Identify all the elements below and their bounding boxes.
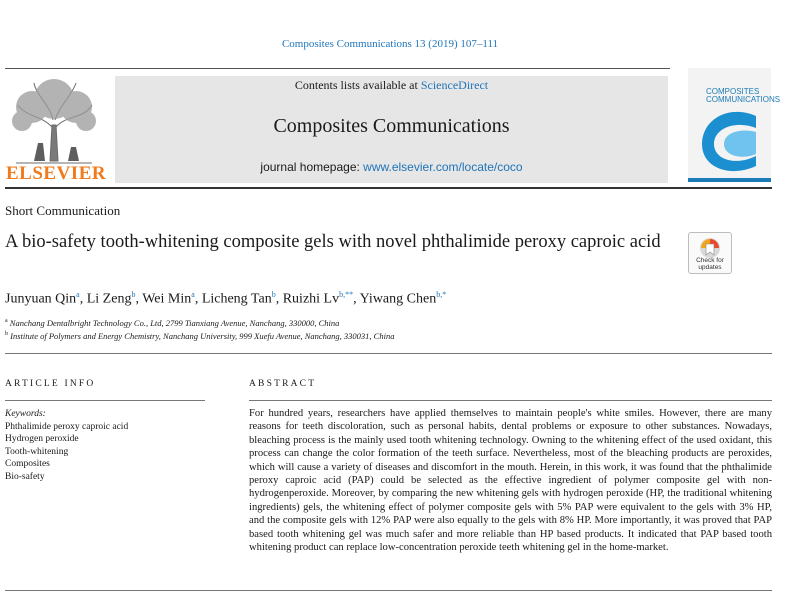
journal-cover[interactable] — [688, 68, 781, 182]
header-top-rule — [5, 68, 670, 69]
author-separator: , — [135, 291, 143, 307]
abstract-text: For hundred years, researchers have applied themselves to maintain people's white smiles. However, there are many reasons for teeth discoloration, such as personal habits, dental problems or exposure to other substances. Nowadays, bleaching process is the mainly used tooth whitening technology. Owning to the whitening effect of the used oxidant, this process can change the color formation of the teeth surface. Nevertheless, most of the bleaching products are peroxides, which will cause a variety of diseases and discomfort in the mouth. Herein, in this work, it was found that the phthalimide peroxy caproic acid (PAP) could be selected as the effective ingredient of polymer composite gel with non-hydrogenperoxide. Moreover, by comparing the new whitening gels with hydrogen peroxide (HP, the traditional whitening ingredients) gels, the whitening effect of polymer composite gels with 5% PAP were equivalent to the gels with 3% HP, and the composite gels with 12% PAP were also equally to the gels with 8% HP. More importantly, it was proved that PAP based tooth whitening gel was much safer and more reliable than HP based products. It indicated that PAP based tooth whitening product can replace low-concentration peroxide teeth whitening gel in the home-market. — [249, 408, 772, 554]
author-separator: , — [275, 291, 283, 307]
keywords-block — [5, 408, 205, 483]
header-bottom-rule — [5, 187, 772, 189]
abstract-rule — [249, 400, 772, 401]
keyword-item: Composites — [5, 459, 50, 469]
journal-title: Composites Communications — [273, 115, 510, 137]
homepage-line — [115, 160, 668, 174]
keyword-item: Hydrogen peroxide — [5, 434, 79, 444]
author-separator: , — [79, 291, 87, 307]
abstract-end-rule — [5, 590, 772, 591]
cover-title — [706, 88, 780, 104]
author-name[interactable]: Wei Min — [142, 291, 192, 307]
affiliation-b — [5, 331, 394, 341]
author-name[interactable]: Yiwang Chen — [359, 291, 437, 307]
author-name[interactable]: Junyuan Qin — [5, 291, 77, 307]
check-updates-label — [689, 257, 731, 271]
contents-prefix: Contents lists available at — [294, 78, 421, 92]
homepage-link[interactable]: www.elsevier.com/locate/coco — [363, 160, 523, 174]
affiliation-rule — [5, 353, 772, 354]
author-separator: , — [194, 291, 202, 307]
cover-art-icon — [688, 68, 771, 182]
keyword-item: Tooth-whitening — [5, 446, 69, 457]
contents-line — [115, 78, 668, 93]
author-separator: , — [353, 291, 360, 307]
abstract-heading: ABSTRACT — [249, 379, 317, 389]
author-affiliation-mark[interactable]: b — [271, 290, 276, 299]
sciencedirect-link[interactable]: ScienceDirect — [420, 78, 489, 92]
author-affiliation-mark[interactable]: b — [131, 290, 136, 299]
affiliation-a — [5, 318, 339, 328]
keyword-item: Phthalimide peroxy caproic acid — [5, 421, 129, 432]
author-affiliation-mark[interactable]: a — [191, 290, 195, 299]
article-info-heading: ARTICLE INFO — [5, 379, 96, 389]
author-affiliation-mark[interactable]: a — [76, 290, 80, 299]
article-type: Short Communication — [5, 203, 121, 218]
article-title: A bio-safety tooth-whitening composite gels with novel phthalimide peroxy caproic acid — [5, 232, 661, 252]
author-name[interactable]: Ruizhi Lv — [282, 291, 340, 307]
affiliation-text: Nanchang Dentalbright Technology Co., Ltd, 2799 Tianxiang Avenue, Nanchang, 330000, China — [9, 318, 340, 328]
affiliation-text: Institute of Polymers and Energy Chemistry, Nanchang University, 999 Xuefu Avenue, Nanchang, 330031, China — [10, 331, 395, 341]
check-updates-line-2: updates — [698, 264, 722, 271]
article-info-rule — [5, 400, 205, 401]
keywords-label: Keywords: — [5, 409, 46, 419]
author-list — [5, 290, 446, 308]
publisher-wordmark: ELSEVIER — [6, 163, 107, 184]
check-updates-line-1: Check for — [696, 257, 724, 264]
author-affiliation-mark[interactable]: b,** — [339, 290, 354, 299]
author-name[interactable]: Licheng Tan — [201, 291, 272, 307]
journal-citation[interactable]: Composites Communications 13 (2019) 107–111 — [281, 38, 499, 50]
author-affiliation-mark[interactable]: b,* — [436, 290, 447, 299]
check-for-updates-badge[interactable] — [688, 232, 732, 274]
keyword-item: Bio-safety — [5, 471, 45, 482]
elsevier-tree-icon — [6, 75, 102, 163]
cover-title-line-2: COMMUNICATIONS — [706, 95, 781, 104]
homepage-prefix: journal homepage: — [260, 160, 364, 174]
elsevier-logo[interactable] — [6, 75, 107, 185]
author-name[interactable]: Li Zeng — [86, 291, 132, 307]
affiliation-label: a — [5, 318, 8, 325]
affiliation-label: b — [5, 331, 8, 338]
cover-title-line-1: COMPOSITES — [706, 87, 760, 96]
